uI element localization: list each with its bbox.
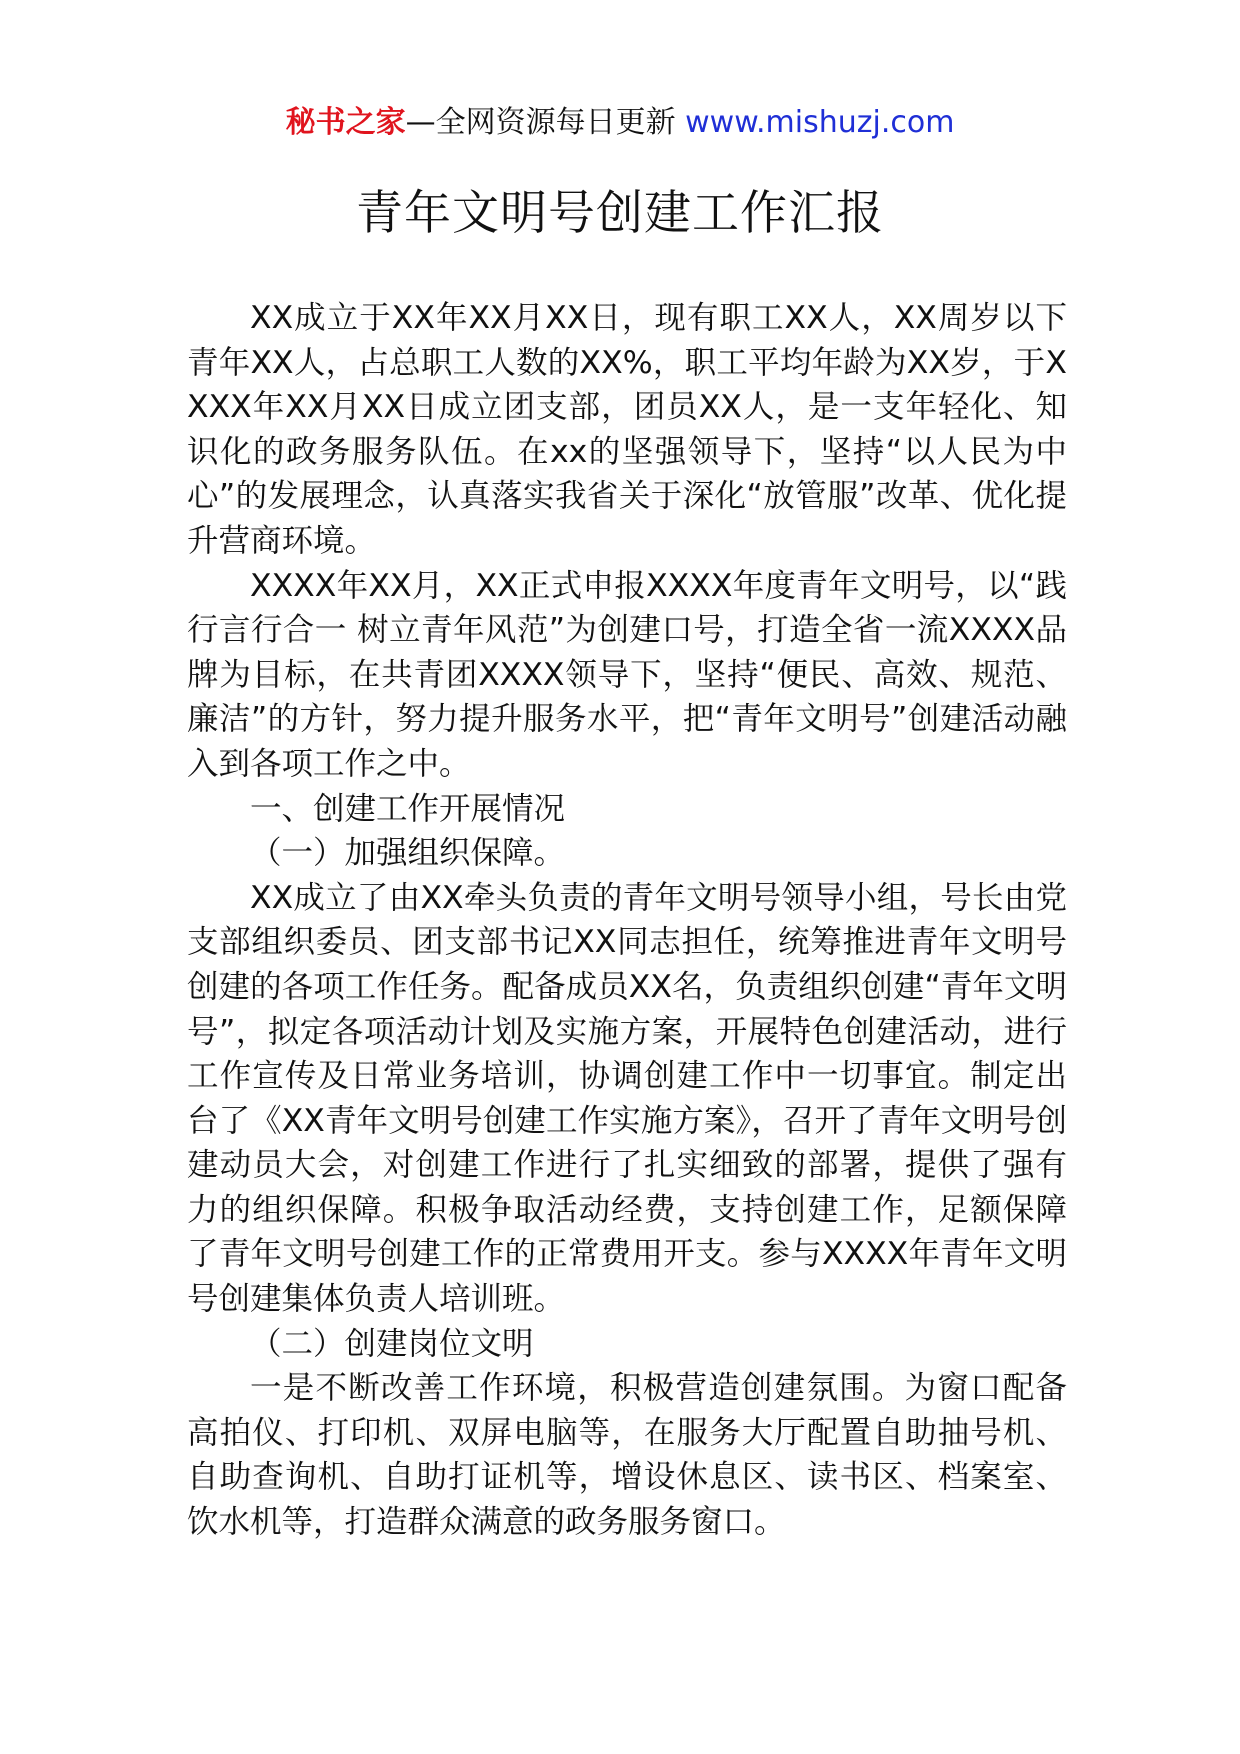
brand-name: 秘书之家 [285,105,406,140]
paragraph-application: XXXX年XX月，XX正式申报XXXX年度青年文明号，以“践行言行合一 树立青年风范”为创建口号，打造全省一流XXXX品牌为目标，在共青团XXXX领导下，坚持“便民、高效、规范、廉洁”的方针，努力提升服务水平，把“青年文明号”创建活动融入到各项工作之中。 [187,567,1067,782]
paragraph-organization: XX成立了由XX牵头负责的青年文明号领导小组，号长由党支部组织委员、团支部书记XX同志担任，统筹推进青年文明号创建的各项工作任务。配备成员XX名，负责组织创建“青年文明号”，拟定各项活动计划及实施方案，开展特色创建活动，进行工作宣传及日常业务培训，协调创建工作中一切事宜。制定出台了《XX青年文明号创建工作实施方案》，召开了青年文明号创建动员大会，对创建工作进行了扎实细致的部署，提供了强有力的组织保障。积极争取活动经费，支持创建工作，足额保障了青年文明号创建工作的正常费用开支。参与XXXX年青年文明号创建集体负责人培训班。 [187,879,1067,1318]
document-title: 青年文明号创建工作汇报 [356,186,884,241]
header-tagline: —全网资源每日更新 [405,105,676,140]
site-url-link[interactable]: www.mishuzj.com [685,105,955,140]
section-heading-1: 一、创建工作开展情况 [250,790,566,827]
subsection-heading-2: （二）创建岗位文明 [250,1325,534,1362]
document-body [187,296,1067,1545]
site-header [0,103,1240,143]
subsection-heading-1: （一）加强组织保障。 [250,835,566,872]
paragraph-intro: XX成立于XX年XX月XX日，现有职工XX人，XX周岁以下青年XX人，占总职工人数的XX%，职工平均年龄为XX岁，于XXXX年XX月XX日成立团支部，团员XX人，是一支年轻化、知识化的政务服务队伍。在xx的坚强领导下，坚持“以人民为中心”的发展理念，认真落实我省关于深化“放管服”改革、优化提升营商环境。 [187,300,1067,559]
paragraph-environment: 一是不断改善工作环境，积极营造创建氛围。为窗口配备高拍仪、打印机、双屏电脑等，在服务大厅配置自助抽号机、自助查询机、自助打证机等，增设休息区、读书区、档案室、饮水机等，打造群众满意的政务服务窗口。 [187,1370,1067,1541]
